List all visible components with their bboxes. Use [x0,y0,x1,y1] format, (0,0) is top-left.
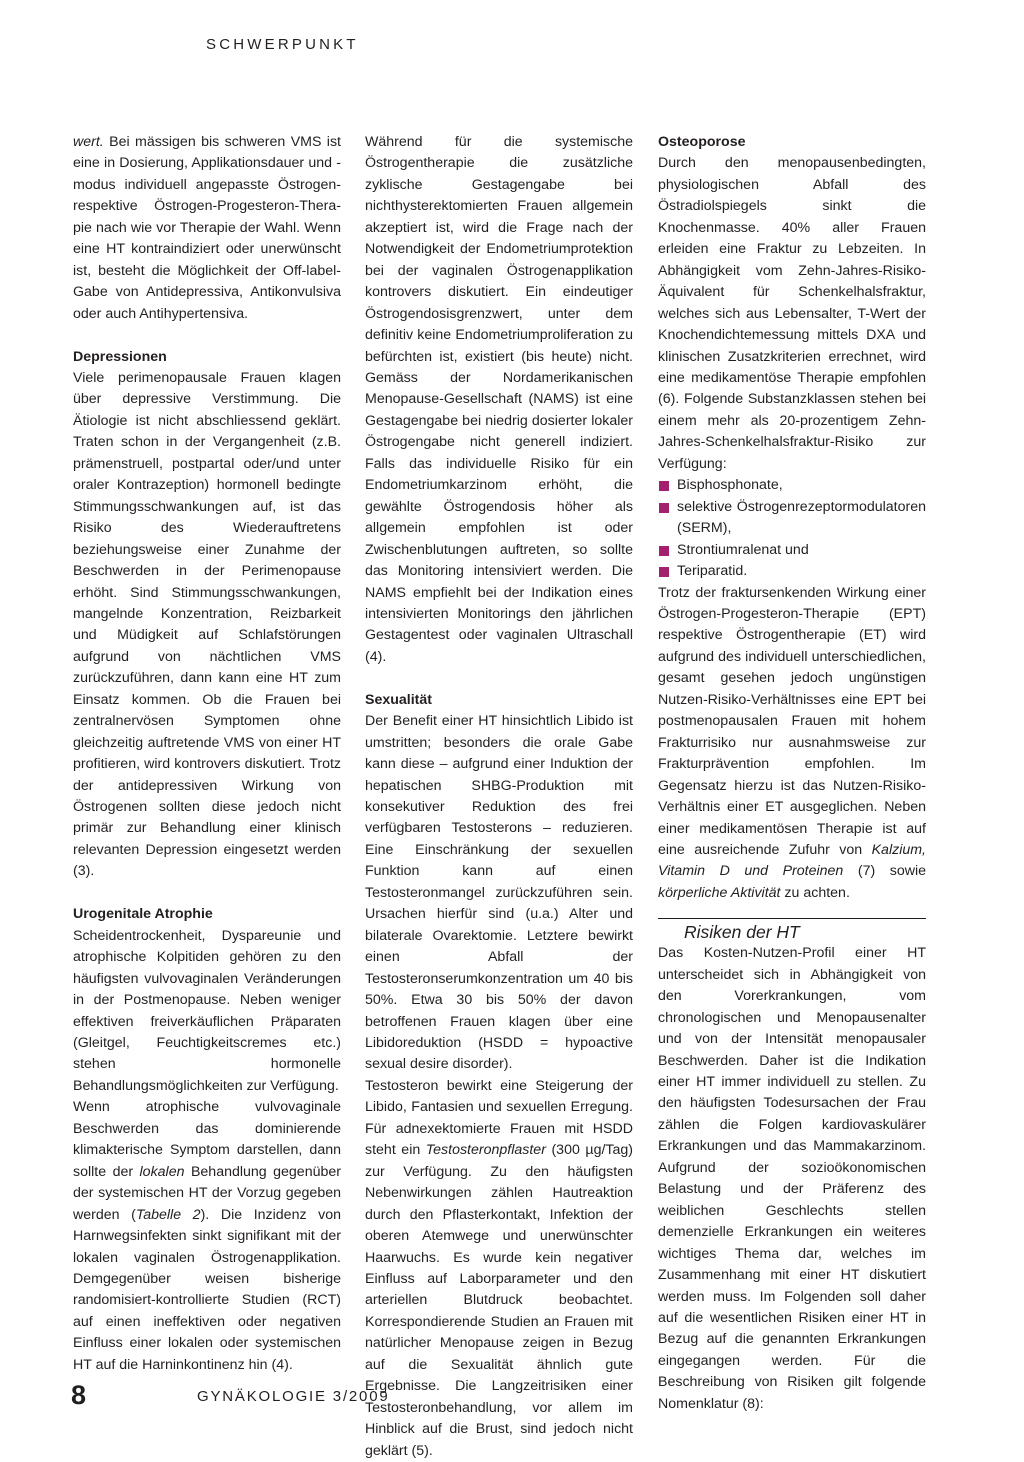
text: Bei mässigen bis schweren VMS ist eine in Dosierung, Applikationsdauer und -modus individuell angepasste Östrogen- respektive Östrogen-Progesteron-Thera-pie nach wie vor Therapie der Wahl. Wenn eine HT kontraindiziert oder unerwünscht ist, besteht die Möglichkeit der Off-label-Gabe von Antidepressiva, Antikonvulsiva oder auch Antihypertensiva. [73,134,341,322]
text: selektive Östrogenrezeptormodulatoren (SERM), [677,498,926,537]
paragraph [73,1097,341,1376]
paragraph [365,1076,633,1462]
text: Testosteron bewirkt eine Steigerung der Libido, Fantasien und sexuellen Erregung. Für adnexektomierte Frauen mit HSDD steht ein [365,1077,633,1159]
paragraph [658,583,926,905]
text: Behandlung gegenüber der systemischen HT der Vorzug gegeben werden ( [73,1163,341,1223]
text: Trotz der fraktursenkenden Wirkung einer Östrogen-Progesteron-Therapie (EPT) respektive Östrogentherapie (ET) wird aufgrund des individuell unterschiedlichen, gesamt gesehen jedoch ungünstigen Nutzen-Risiko-Verhältnisses eine EPT bei postmenopausalen Frauen mit hohem Frakturrisiko nur ausnahmsweise zur Frakturprävention empfohlen. Im Gegensatz hierzu ist das Nutzen-Risiko-Verhältnis einer ET ausgeglichen. Neben einer medikamentösen Therapie ist auf eine ausreichende Zufuhr von [658,584,926,858]
paragraph: Während für die systemische Östrogentherapie die zusätzliche zyklische Gestagengabe bei nichthysterektomierten Frauen allgemein akzeptiert ist, wird die Frage nach der Notwendigkeit der Endometriumprotektion bei der vaginalen Östrogenapplikation kontrovers diskutiert. Ein eindeutiger Östrogendosisgrenzwert, unter dem definitiv keine Endometriumproliferation zu befürchten ist, existiert (bis heute) nicht. Gemäss der Nordamerikanischen Menopause-Gesellschaft (NAMS) ist eine Gestagengabe bei niedrig dosierter lokaler Östrogengabe nicht generell indiziert. Falls das individuelle Risiko für ein Endometriumkarzinom erhöht, die gewählte Östrogendosis höher als allgemein empfohlen ist oder Zwischenblutungen auftreten, so sollte das Monitoring intensiviert werden. Die NAMS empfiehlt bei der Indikation eines intensivierten Monitorings den jährlichen Gestagentest oder vaginalen Ultraschall (4). [365,134,633,665]
subheading-urogenitale-atrophie: Urogenitale Atrophie [73,906,213,923]
subheading-sexualitaet: Sexualität [365,691,433,708]
text: ). Die Inzidenz von Harnwegsinfekten sinkt signifikant mit der lokalen vaginalen Östrogenapplikation. Demgegenüber weisen bisherige randomisiert-kontrollierte Studien (RCT) auf einen ineffektiven oder negativen Einfluss einer lokalen oder systemischen HT auf die Harninkontinenz hin (4). [73,1206,342,1373]
column-3 [658,132,926,1415]
text: (300 µg/Tag) zur Verfügung. Zu den häufigsten Nebenwirkungen zählen Hautreaktion durch den Pflasterkontakt, Infektion der oberen Atemwege und unerwünschter Haarwuchs. Es wurde kein negativer Einfluss auf Laborparameter und den arteriellen Blutdruck beobachtet. Korrespondierende Studien an Frauen mit natürlicher Menopause zeigen in Bezug auf die Sexualität ähnlich gute Ergebnisse. Die Langzeitrisiken einer Testosteronbehandlung, vor allem im Hinblick auf die Brust, sind jedoch nicht geklärt (5). [365,1142,634,1459]
text: Bisphosphonate, [677,477,783,494]
text: (7) sowie [843,863,926,880]
paragraph: Das Kosten-Nutzen-Profil einer HT unterscheidet sich in Abhängigkeit von den Vorerkrankungen, vom chronologischen und Menopausenalter und von der Intensität menopausaler Beschwerden. Daher ist die Indikation einer HT immer individuell zu stellen. Zu den häufigsten Todesursachen der Frau zählen die Folgen kardiovaskulärer Erkrankungen und das Mammakarzinom. Aufgrund der sozioökonomischen Belastung und der Präferenz des weiblichen Geschlechts stellen demenzielle Erkrankungen ein weiteres wichtiges Thema dar, welches im Zusammenhang mit einer HT diskutiert werden muss. Im Folgenden soll daher auf die wesentlichen Risiken einer HT in Bezug auf die genannten Erkrankungen eingegangen werden. Für die Beschreibung von Risiken gilt folgende Nomenklatur (8): [658,945,926,1412]
paragraph: Der Benefit einer HT hinsichtlich Libido ist umstritten; besonders die orale Gabe kann diese – aufgrund einer Induktion der hepatischen SHBG-Produktion mit konsekutiver Reduktion des frei verfügbaren Testosterons – reduzieren. Eine Einschränkung der sexuellen Funktion kann auf einen Testosteronmangel zurückzuführen sein. Ursachen hierfür sind (u.a.) Alter und bilaterale Ovarektomie. Letztere bewirkt einen Abfall der Testosteronserumkonzentration um 40 bis 50%. Etwa 30 bis 50% der davon betroffenen Frauen klagen über eine Libidoreduktion (HSDD = hypoactive sexual desire disorder). [365,713,633,1073]
paragraph: Durch den menopausenbedingten, physiologischen Abfall des Östradiolspiegels sinkt die Knochenmasse. 40% aller Frauen erleiden eine Fraktur zu Lebzeiten. In Abhängigkeit vom Zehn-Jahres-Risiko-Äquivalent für Schenkelhalsfraktur, welches sich aus Lebensalter, T-Wert der Knochendichtemessung mittels DXA und klinischen Zusatzkriterien errechnet, wird eine medikamentöse Therapie empfohlen (6). Folgende Substanzklassen stehen bei einem mehr als 20-prozentigem Zehn-Jahres-Schenkelhalsfraktur-Risiko zur Verfügung: [658,155,926,472]
square-bullet-icon [659,546,669,556]
list-item [658,497,926,540]
emphasis: körperliche Aktivität [658,884,781,901]
page-number: 8 [71,1380,87,1410]
paragraph: Scheidentrockenheit, Dyspareunie und atrophische Kolpitiden gehören zu den häufigsten vulvovaginalen Veränderungen in der Postmenopause. Neben weniger effektiven freiverkäuflichen Präparaten (Gleitgel, Feuchtigkeitscremes etc.) stehen hormonelle Behandlungsmöglichkeiten zur Verfügung. [73,927,341,1094]
emphasis: Tabelle 2 [135,1206,201,1223]
emphasis: wert. [73,134,104,150]
emphasis: Testosteronpflaster [425,1142,546,1159]
text: Strontiumralenat und [677,541,809,558]
column-2 [365,132,633,1462]
text: zu achten. [780,884,850,901]
column-1 [73,132,341,1376]
text: Teriparatid. [677,563,748,580]
emphasis: Kalzium, Vitamin D und Proteinen [658,841,926,880]
text: Wenn atrophische vulvovaginale Beschwerden das dominierende klimakterische Symptom darstellen, dann sollte der [73,1099,341,1180]
subheading-depressionen: Depressionen [73,348,167,365]
section-header: SCHWERPUNKT [206,36,359,53]
list-item [658,540,926,561]
paragraph: Viele perimenopausale Frauen klagen über depressive Verstimmung. Die Ätiologie ist nicht abschliessend geklärt. Traten schon in der Vergangenheit (z.B. prämenstruell, postpartal oder/und unter oraler Kontrazeption) hormonell bedingte Stimmungsschwankungen auf, ist das Risiko des Wiederauftretens beziehungsweise einer Zunahme der Beschwerden in der Perimenopause erhöht. Sind Stimmungsschwankungen, mangelnde Konzentration, Reizbarkeit und Müdigkeit auf Schlafstörungen aufgrund von nächtlichen VMS zurückzuführen, dann kann eine HT zum Einsatz kommen. Ob die Frauen bei zentralnervösen Symptomen ohne gleichzeitig auftretende VMS von einer HT profitieren, wird kontrovers diskutiert. Trotz der antidepressiven Wirkung von Östrogenen sollten diese jedoch nicht primär zur Behandlung einer klinisch relevanten Depression eingesetzt werden (3). [73,369,341,880]
emphasis: lokalen [139,1163,185,1180]
square-bullet-icon [659,567,669,577]
square-bullet-icon [659,481,669,491]
paragraph [73,132,341,325]
bullet-list [658,475,926,582]
list-item [658,561,926,582]
square-bullet-icon [659,503,669,513]
list-item [658,475,926,496]
section-title-risiken: Risiken der HT [658,918,926,943]
subheading-osteoporose: Osteoporose [658,134,746,150]
journal-title: GYNÄKOLOGIE 3/2009 [197,1388,390,1405]
